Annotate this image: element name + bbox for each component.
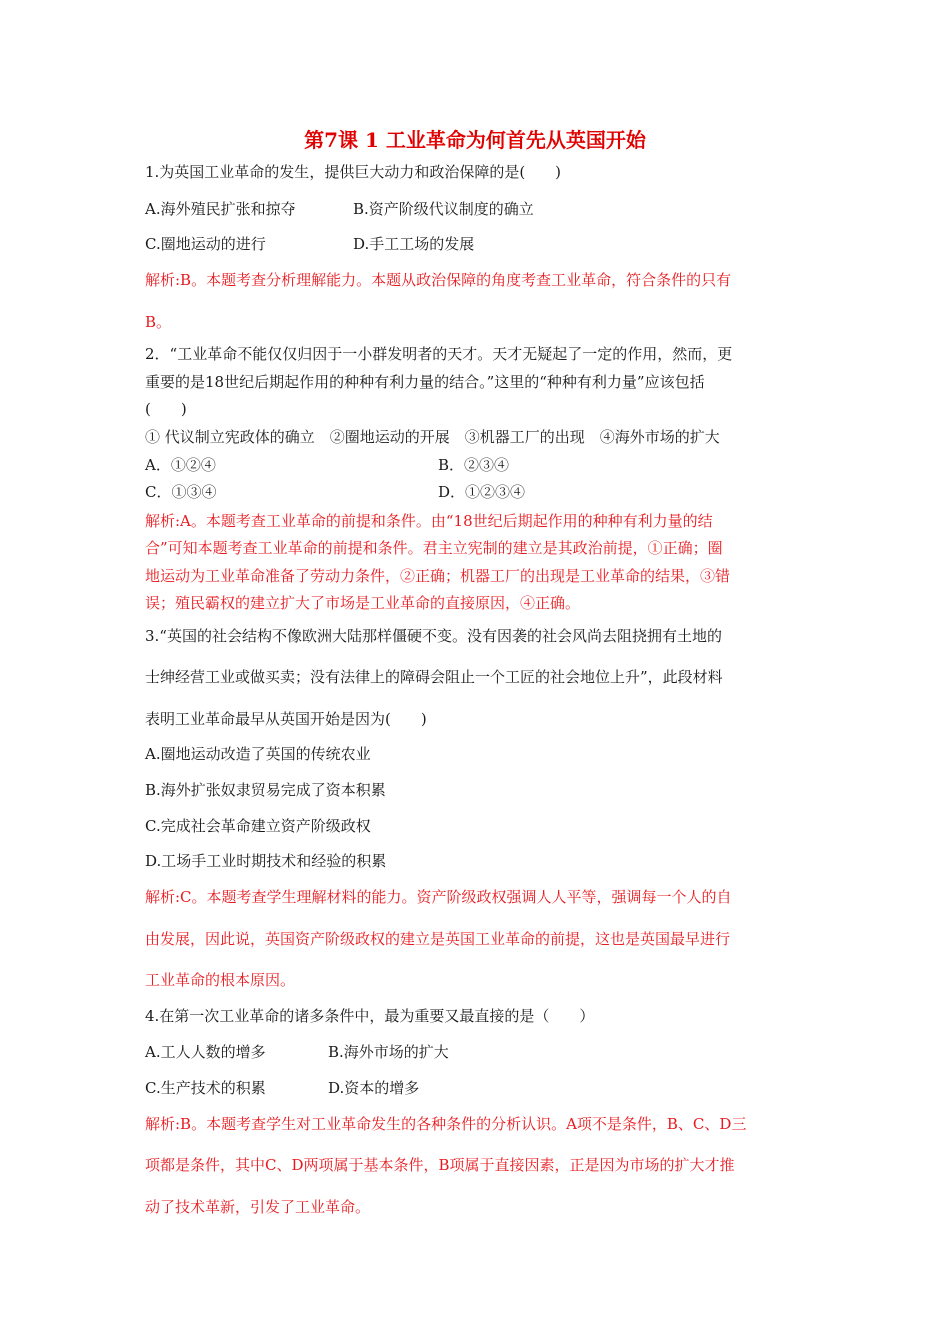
question-3-answer-line: 解析:C。本题考查学生理解材料的能力。资产阶级政权强调人人平等，强调每一个人的自 xyxy=(145,888,732,906)
question-2-answer-line: 地运动为工业革命准备了劳动力条件，②正确；机器工厂的出现是工业革命的结果，③错 xyxy=(145,567,731,585)
question-2-answer-line: 误；殖民霸权的建立扩大了市场是工业革命的直接原因，④正确。 xyxy=(145,594,581,612)
question-4-answer-line: 解析:B。本题考查学生对工业革命发生的各种条件的分析认识。A项不是条件，B、C、D三 xyxy=(145,1115,747,1133)
question-3-option-d: D.工场手工业时期技术和经验的积累 xyxy=(145,852,387,870)
question-2-stem-line: ( ) xyxy=(145,400,187,418)
question-3-answer-line: 工业革命的根本原因。 xyxy=(145,971,296,989)
question-1-option-b: B.资产阶级代议制度的确立 xyxy=(353,200,534,218)
question-3-option-c: C.完成社会革命建立资产阶级政权 xyxy=(145,817,371,835)
question-3-stem-line: 表明工业革命最早从英国开始是因为( ) xyxy=(145,710,427,728)
question-2-items: ① 代议制立宪政体的确立 ②圈地运动的开展 ③机器工厂的出现 ④海外市场的扩大 xyxy=(145,428,720,446)
question-2-answer-line: 合”可知本题考查工业革命的前提和条件。君主立宪制的建立是其政治前提，①正确；圈 xyxy=(145,539,723,557)
question-2-stem-line: 重要的是18世纪后期起作用的种种有利力量的结合。”这里的“种种有利力量”应该包括 xyxy=(145,373,705,391)
question-3-stem-line: 士绅经营工业或做买卖；没有法律上的障碍会阻止一个工匠的社会地位上升”，此段材料 xyxy=(145,668,723,686)
question-4-option-d: D.资本的增多 xyxy=(328,1079,420,1097)
question-4-option-a: A.工人人数的增多 xyxy=(145,1043,266,1061)
question-4-option-b: B.海外市场的扩大 xyxy=(328,1043,449,1061)
question-4-option-c: C.生产技术的积累 xyxy=(145,1079,266,1097)
question-1-option-c: C.圈地运动的进行 xyxy=(145,235,266,253)
question-2-stem-line: 2．“工业革命不能仅仅归因于一小群发明者的天才。天才无疑起了一定的作用，然而，更 xyxy=(145,345,733,363)
question-2-option-d: D．①②③④ xyxy=(438,483,526,501)
question-4-stem: 4.在第一次工业革命的诸多条件中，最为重要又最直接的是（ ） xyxy=(145,1007,595,1025)
question-4-answer-line: 项都是条件，其中C、D两项属于基本条件，B项属于直接因素，正是因为市场的扩大才推 xyxy=(145,1156,735,1174)
question-3-option-a: A.圈地运动改造了英国的传统农业 xyxy=(145,745,371,763)
question-3-answer-line: 由发展，因此说，英国资产阶级政权的建立是英国工业革命的前提，这也是英国最早进行 xyxy=(145,930,731,948)
question-2-option-a: A．①②④ xyxy=(145,456,216,474)
page-title: 第7课 1 工业革命为何首先从英国开始 xyxy=(304,128,646,152)
question-2-answer-line: 解析:A。本题考查工业革命的前提和条件。由“18世纪后期起作用的种种有利力量的结 xyxy=(145,512,713,530)
question-2-option-b: B．②③④ xyxy=(438,456,510,474)
question-1-stem: 1.为英国工业革命的发生，提供巨大动力和政治保障的是( ) xyxy=(145,163,562,181)
question-1-answer-line: 解析:B。本题考查分析理解能力。本题从政治保障的角度考查工业革命，符合条件的只有 xyxy=(145,271,732,289)
question-1-answer-line: B。 xyxy=(145,313,172,331)
question-4-answer-line: 动了技术革新，引发了工业革命。 xyxy=(145,1198,371,1216)
question-3-stem-line: 3.“英国的社会结构不像欧洲大陆那样僵硬不变。没有因袭的社会风尚去阻挠拥有土地的 xyxy=(145,627,722,645)
question-3-option-b: B.海外扩张奴隶贸易完成了资本积累 xyxy=(145,781,386,799)
question-1-option-d: D.手工工场的发展 xyxy=(353,235,475,253)
question-2-option-c: C．①③④ xyxy=(145,483,217,501)
question-1-option-a: A.海外殖民扩张和掠夺 xyxy=(145,200,296,218)
